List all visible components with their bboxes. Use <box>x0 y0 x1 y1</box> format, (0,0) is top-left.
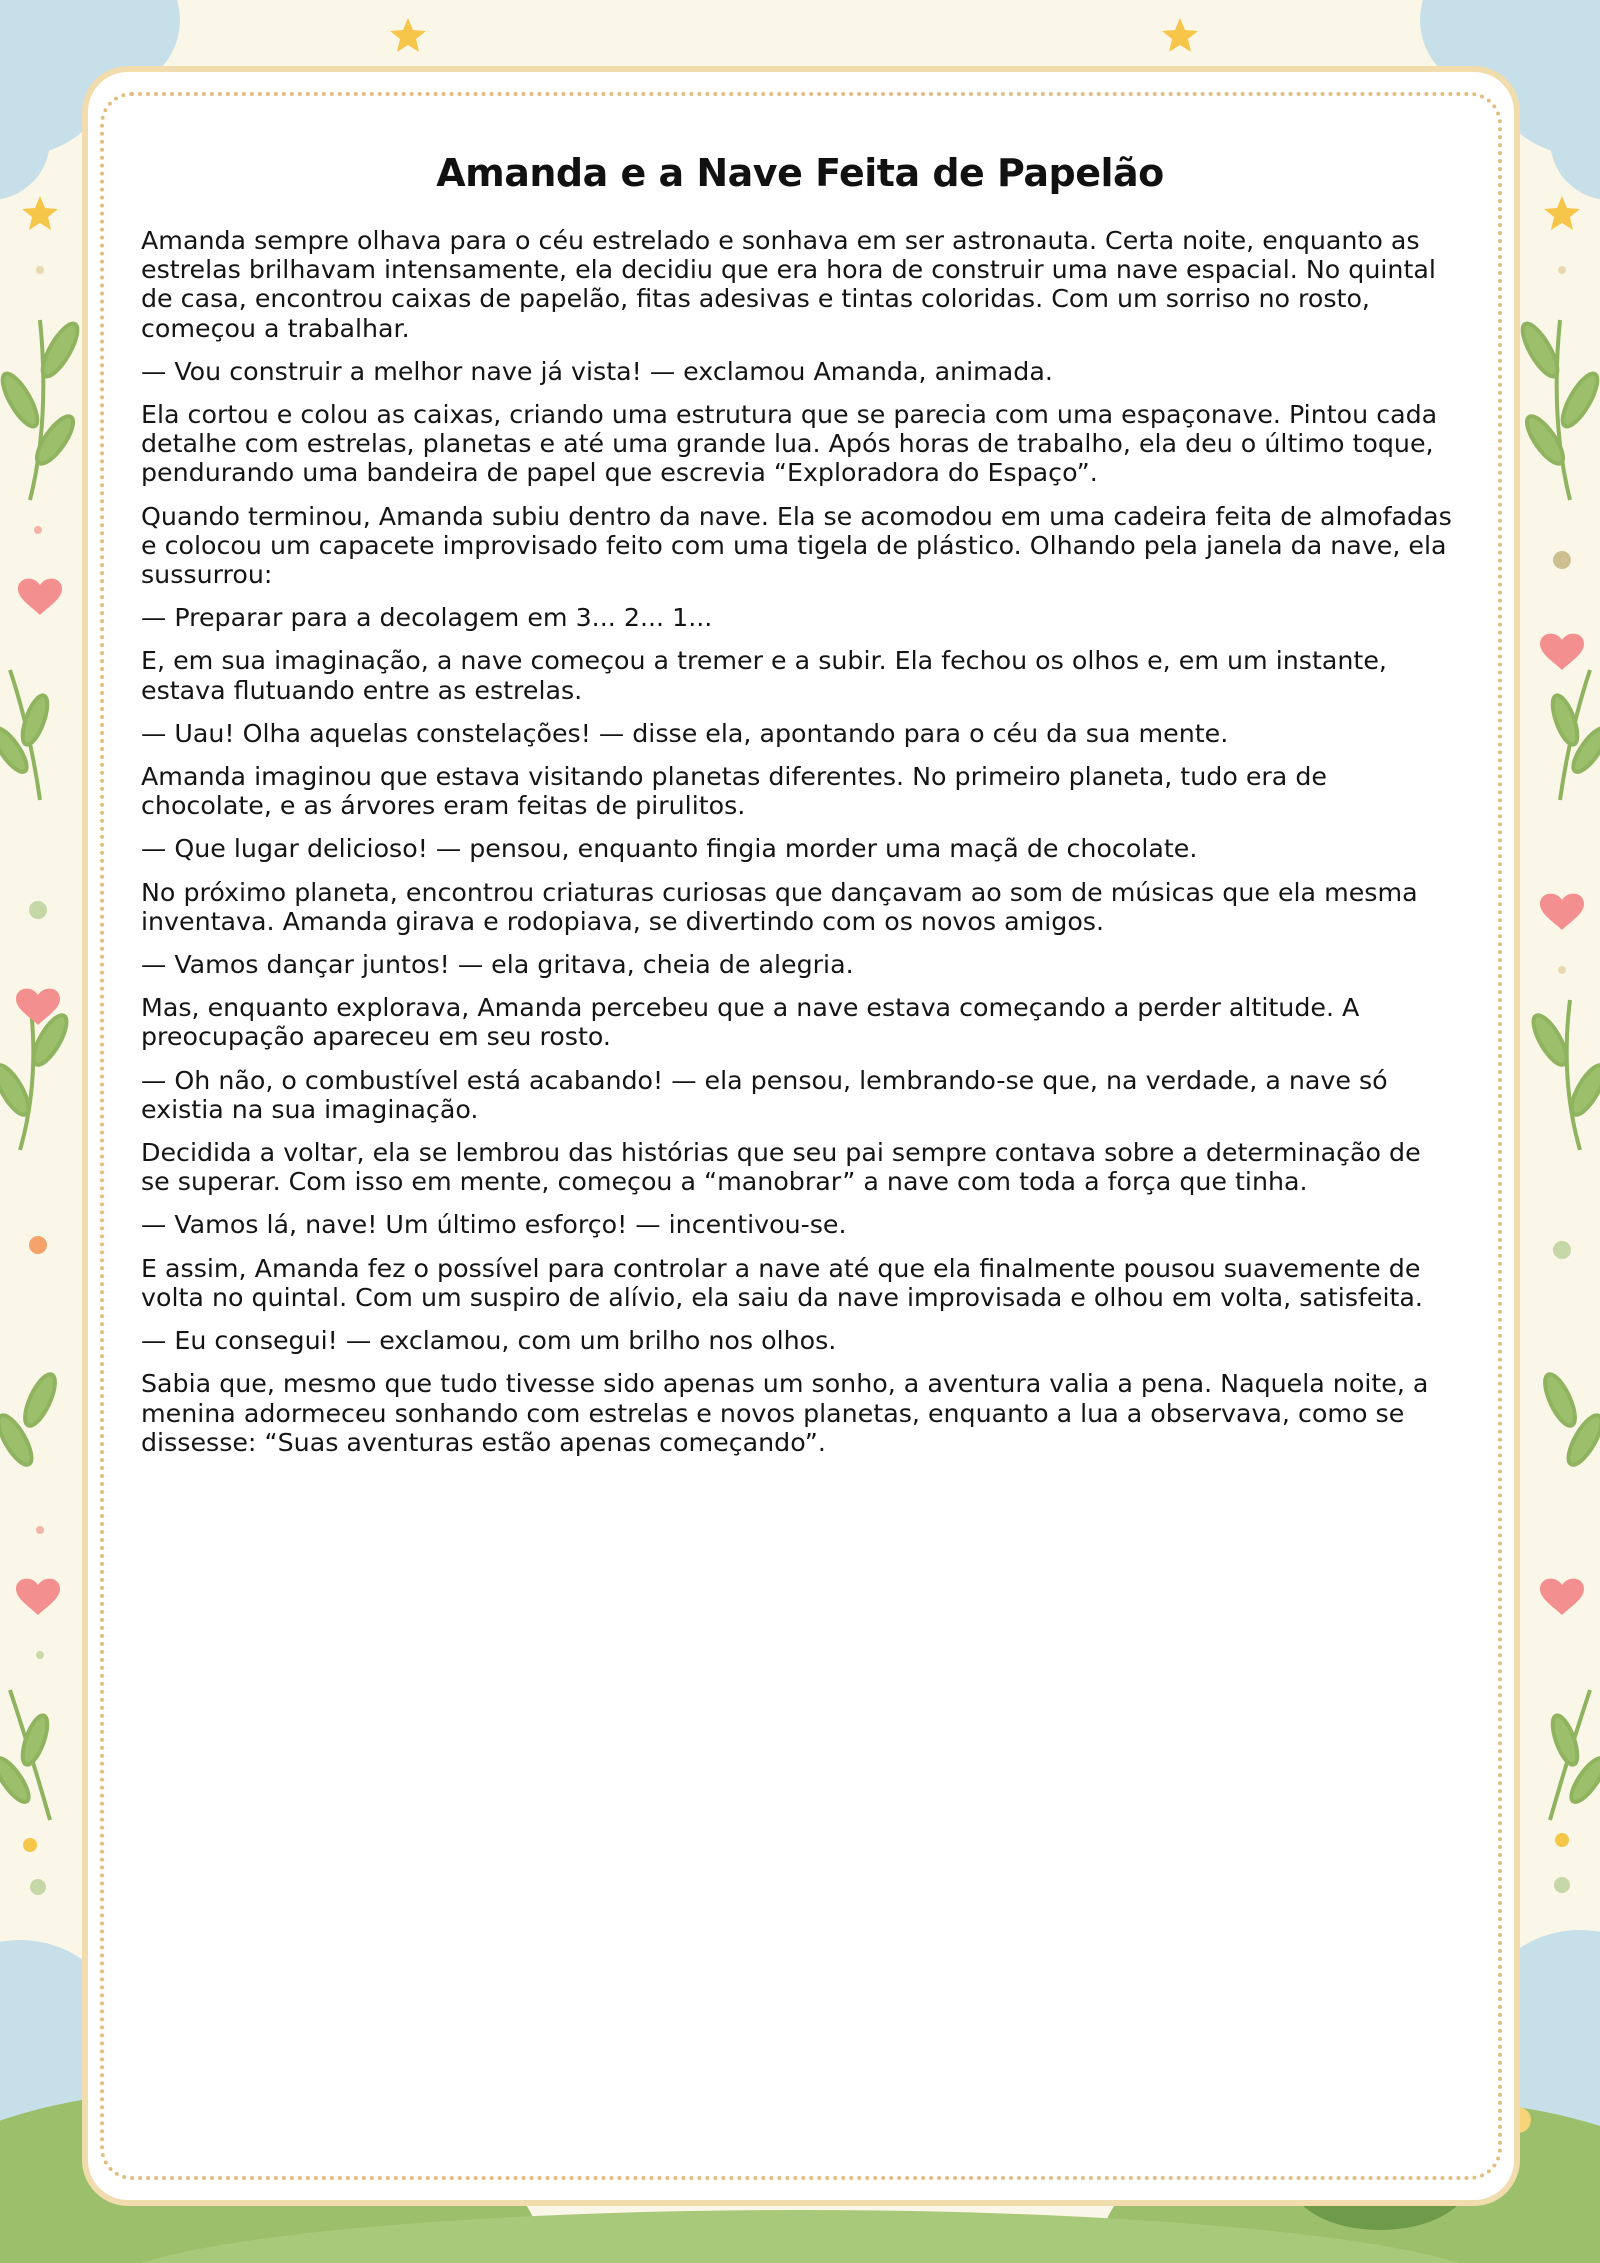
story-body <box>141 226 1457 1471</box>
paragraph: — Oh não, o combustível está acabando! — ela pensou, lembrando-se que, na verdade, a nave só existia na sua imaginação. <box>141 1065 1388 1124</box>
paragraph: Amanda imaginou que estava visitando planetas diferentes. No primeiro planeta, tudo era de chocolate, e as árvores eram feitas de pirulitos. <box>141 762 1327 821</box>
paragraph: — Preparar para a decolagem em 3... 2... 1... <box>141 603 713 633</box>
paragraph: — Vou construir a melhor nave já vista! — exclamou Amanda, animada. <box>141 356 1053 386</box>
paragraph: E assim, Amanda fez o possível para controlar a nave até que ela finalmente pousou suavemente de volta no quintal. Com um suspiro de alívio, ela saiu da nave improvisada e olhou em volta, satisfeita. <box>141 1253 1423 1312</box>
paragraph: E, em sua imaginação, a nave começou a tremer e a subir. Ela fechou os olhos e, em um instante, estava flutuando entre as estrelas. <box>141 646 1387 705</box>
paragraph: Amanda sempre olhava para o céu estrelado e sonhava em ser astronauta. Certa noite, enquanto as estrelas brilhavam intensamente, ela decidiu que era hora de construir uma nave espacial. No quintal de casa, encontrou caixas de papelão, fitas adesivas e tintas coloridas. Com um sorriso no rosto, começou a trabalhar. <box>141 226 1436 343</box>
story-title: Amanda e a Nave Feita de Papelão <box>436 151 1164 196</box>
paragraph: — Que lugar delicioso! — pensou, enquanto fingia morder uma maçã de chocolate. <box>141 834 1198 864</box>
paragraph: Mas, enquanto explorava, Amanda percebeu que a nave estava começando a perder altitude. A preocupação apareceu em seu rosto. <box>141 993 1360 1052</box>
paragraph: Sabia que, mesmo que tudo tivesse sido apenas um sonho, a aventura valia a pena. Naquela noite, a menina adormeceu sonhando com estrelas e novos planetas, enquanto a lua a observava, como se dissesse: “Suas aventuras estão apenas começando”. <box>141 1369 1429 1457</box>
paragraph: — Eu consegui! — exclamou, com um brilho nos olhos. <box>141 1326 837 1356</box>
paragraph: Decidida a voltar, ela se lembrou das histórias que seu pai sempre contava sobre a determinação de se superar. Com isso em mente, começou a “manobrar” a nave com toda a força que tinha. <box>141 1138 1421 1197</box>
paragraph: — Uau! Olha aquelas constelações! — disse ela, apontando para o céu da sua mente. <box>141 718 1229 748</box>
paragraph: — Vamos dançar juntos! — ela gritava, cheia de alegria. <box>141 950 854 980</box>
paragraph: Quando terminou, Amanda subiu dentro da nave. Ela se acomodou em uma cadeira feita de almofadas e colocou um capacete improvisado feito com uma tigela de plástico. Olhando pela janela da nave, ela sussurrou: <box>141 501 1452 590</box>
paragraph: — Vamos lá, nave! Um último esforço! — incentivou-se. <box>141 1210 847 1240</box>
paragraph: Ela cortou e colou as caixas, criando uma estrutura que se parecia com uma espaçonave. Pintou cada detalhe com estrelas, planetas e até uma grande lua. Após horas de trabalho, ela deu o último toque, pendurando uma bandeira de papel que escrevia “Exploradora do Espaço”. <box>141 400 1438 488</box>
paragraph: No próximo planeta, encontrou criaturas curiosas que dançavam ao som de músicas que ela mesma inventava. Amanda girava e rodopiava, se divertindo com os novos amigos. <box>141 877 1418 936</box>
